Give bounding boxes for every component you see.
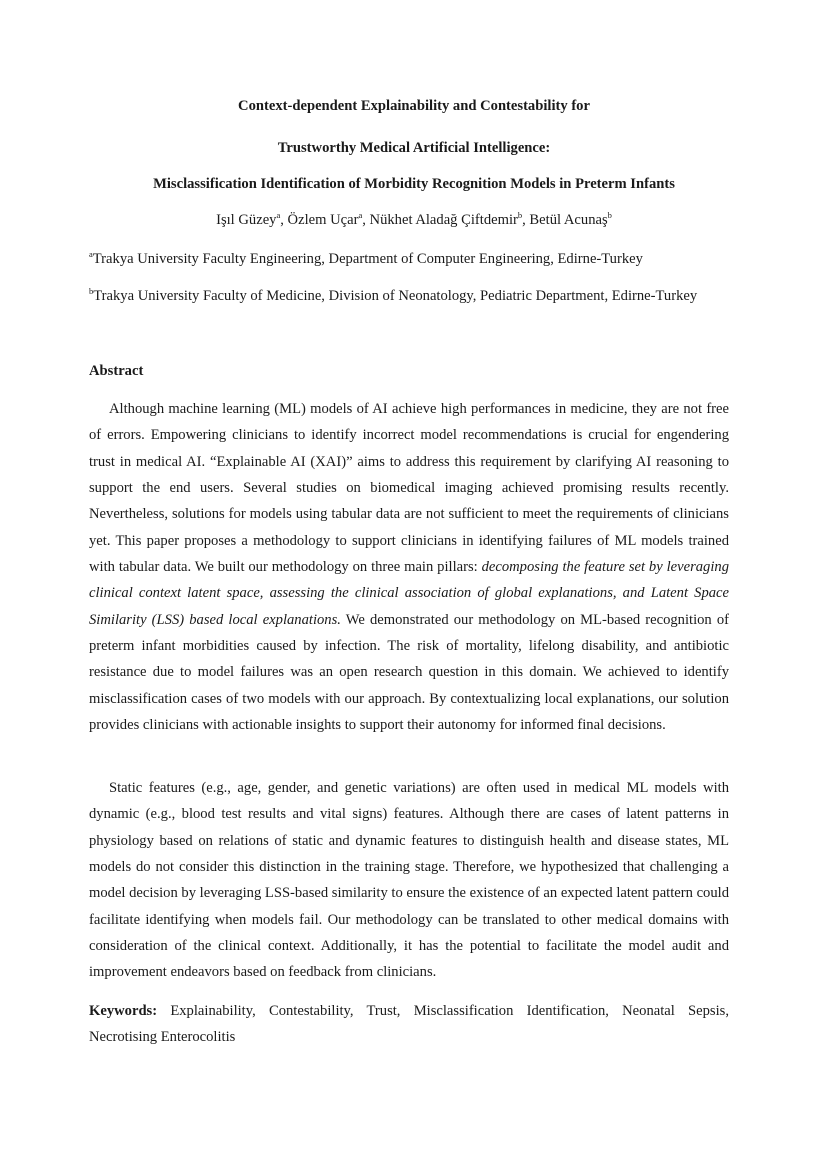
author-name: Betül Acunaş [529,212,608,228]
author [370,212,530,228]
author-separator: , [522,212,530,228]
author-affiliation-mark: a [358,210,363,220]
title-line-2: Trustworthy Medical Artificial Intelligence: [277,140,551,156]
keywords-label: Keywords: [89,1003,158,1019]
affiliation-b [89,287,697,305]
author [216,212,287,228]
title-line-3: Misclassification Identification of Morbidity Recognition Models in Preterm Infants [153,176,675,192]
author-separator: , [280,212,288,228]
abstract-paragraph-1 [89,396,729,738]
author-name: Işıl Güzey [216,212,277,228]
affiliation-text: Trakya University Faculty Engineering, Department of Computer Engineering, Edirne-Turkey [92,251,643,267]
author-affiliation-mark: b [517,210,523,220]
abstract-paragraph-2: Static features (e.g., age, gender, and genetic variations) are often used in medical ML models with dynamic (e.g., blood test results and vital signs) features. Although there are cases of latent patterns in physiology based on relations of static and dynamic features to distinguish health and disease states, ML models do not consider this distinction in the training stage. Therefore, we hypothesized that challenging a model decision by leveraging LSS-based similarity to ensure the existence of an expected latent pattern could facilitate identifying when models fail. Our methodology can be translated to other medical domains with consideration of the clinical context. Additionally, it has the potential to facilitate the model audit and improvement endeavors based on feedback from clinicians. [89,780,729,981]
abstract-text: We demonstrated our methodology on ML-based recognition of preterm infant morbidities caused by infection. The risk of mortality, lifelong disability, and antibiotic resistance due to model failures was an open research question in this domain. We achieved to identify misclassification cases of two models with our approach. By contextualizing local explanations, our solution provides clinicians with actionable insights to support their autonomy for informed final decisions. [89,611,729,734]
keywords [89,998,729,1051]
abstract-italic-text: decomposing the feature set by leveraging clinical context latent space, assessing the clinical association of global explanations, and Latent Space Similarity (LSS) based local explanations. [89,559,729,628]
affiliation-a [89,250,643,268]
author [529,212,611,228]
keywords-text: Explainability, Contestability, Trust, Misclassification Identification, Neonatal Sepsis, Necrotising Enterocolitis [89,1003,729,1046]
author-affiliation-mark: b [607,210,612,220]
abstract-heading: Abstract [89,363,144,379]
affiliation-text: Trakya University Faculty of Medicine, Division of Neonatology, Pediatric Department, Edirne-Turkey [93,288,698,304]
author [288,212,370,228]
author-affiliation-mark: a [276,210,281,220]
title-line-1: Context-dependent Explainability and Contestability for [238,98,590,114]
author-name: Nükhet Aladağ Çiftdemir [369,212,518,228]
author-list [0,211,828,229]
author-separator: , [362,212,370,228]
affiliation-mark: b [89,286,94,296]
author-name: Özlem Uçar [287,212,359,228]
abstract-text: Although machine learning (ML) models of AI achieve high performances in medicine, they are not free of errors. Empowering clinicians to identify incorrect model recommendations is crucial for engendering trust in medical AI. “Explainable AI (XAI)” aims to address this requirement by clarifying AI reasoning to support the end users. Several studies on biomedical imaging achieved promising results recently. Nevertheless, solutions for models using tabular data are not sufficient to meet the requirements of clinicians yet. This paper proposes a methodology to support clinicians in identifying failures of ML models trained with tabular data. We built our methodology on three main pillars: [89,401,729,576]
affiliation-mark: a [89,249,93,259]
